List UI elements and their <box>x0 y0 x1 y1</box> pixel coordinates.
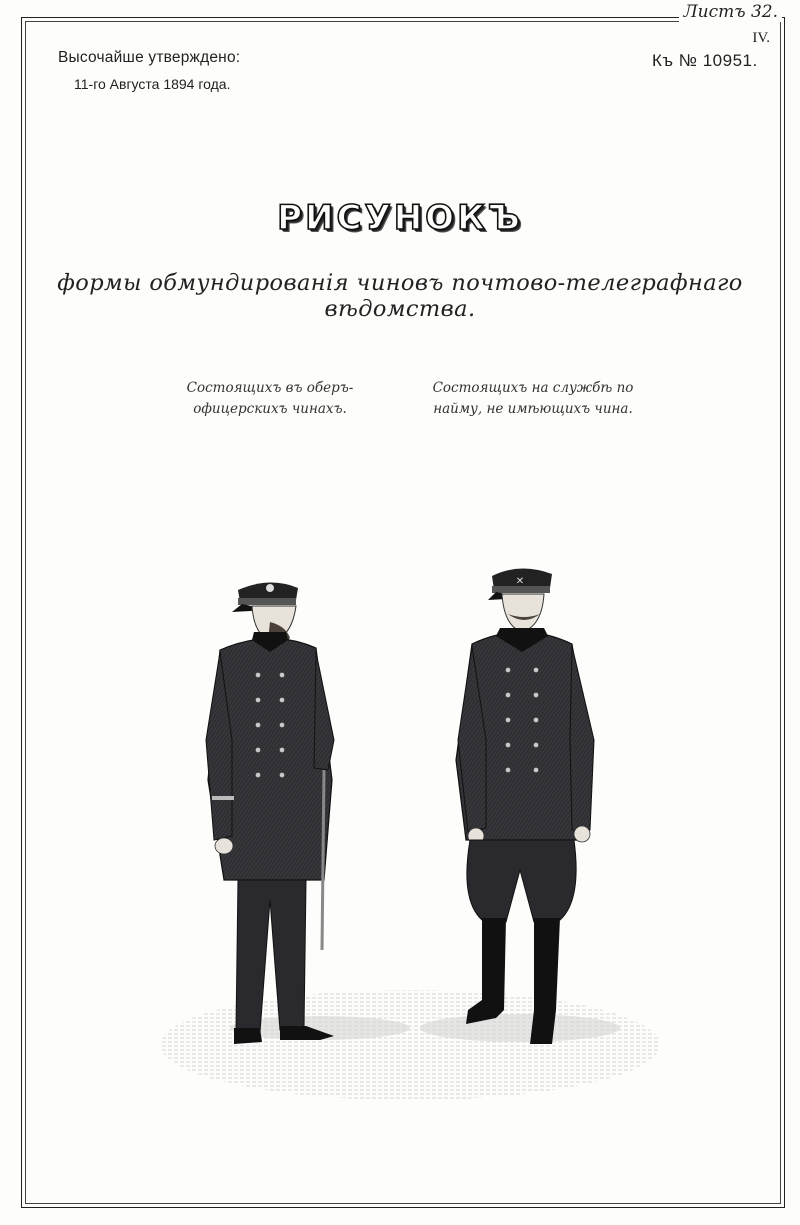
reference-number: Къ № 10951. <box>652 51 758 70</box>
ground-shading <box>160 990 660 1100</box>
officer-figure <box>206 582 334 1044</box>
page-title: РИСУНОКЪ <box>277 198 523 238</box>
caption-right: Состоящихъ на службѣ по найму, не имѣющихъ чина. <box>432 380 634 417</box>
svg-text:✕: ✕ <box>515 576 525 587</box>
approval-date: 11-го Августа 1894 года. <box>74 76 231 92</box>
roman-numeral: IV. <box>752 30 770 46</box>
employee-figure <box>456 568 594 1044</box>
sheet-number: Листъ 32. <box>679 2 782 22</box>
caption-left: Состоящихъ въ оберъ- офицерскихъ чинахъ. <box>186 380 354 417</box>
page-subtitle: формы обмундированія чиновъ почтово-телеграфнаго вѣдомства. <box>57 270 743 322</box>
uniform-illustration <box>120 540 700 1140</box>
approval-note: Высочайше утверждено: <box>58 49 241 66</box>
